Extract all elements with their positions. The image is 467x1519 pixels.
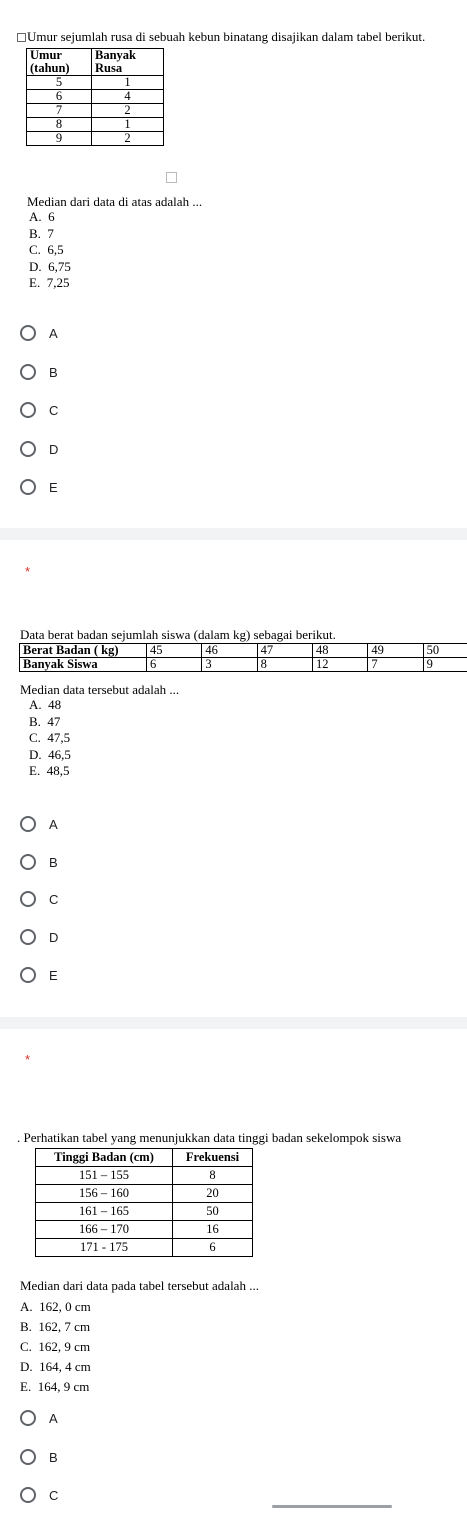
table-row: Banyak Siswa 6 3 8 12 7 9	[20, 658, 467, 672]
radio-option-e[interactable]: E	[20, 477, 58, 497]
radio-option-b[interactable]: B	[20, 1447, 58, 1467]
table-row: 161 – 165 50	[36, 1203, 253, 1221]
radio-circle-icon[interactable]	[20, 325, 36, 341]
table-row: 171 - 175 6	[36, 1239, 253, 1257]
radio-circle-icon[interactable]	[20, 967, 36, 983]
radio-circle-icon[interactable]	[20, 891, 36, 907]
radio-option-a[interactable]: A	[20, 323, 58, 343]
horizontal-scrollbar[interactable]	[272, 1505, 392, 1508]
question-2-stem: Data berat badan sejumlah siswa (dalam kg) sebagai berikut.	[20, 627, 336, 642]
table-row: 7 2	[27, 104, 164, 118]
layout-option-icon	[166, 172, 177, 183]
radio-option-b[interactable]: B	[20, 852, 58, 872]
question-2-options: A. 48 B. 47 C. 47,5 D. 46,5 E. 48,5	[29, 697, 71, 778]
radio-circle-icon[interactable]	[20, 441, 36, 457]
question-3-stem: . Perhatikan tabel yang menunjukkan data tinggi badan sekelompok siswa	[17, 1130, 402, 1145]
radio-option-c[interactable]: C	[20, 889, 58, 909]
radio-circle-icon[interactable]	[20, 1410, 36, 1426]
question-3-options: A. 162, 0 cm B. 162, 7 cm C. 162, 9 cm D. 164, 4 cm E. 164, 9 cm	[20, 1299, 91, 1394]
table-row: 156 – 160 20	[36, 1185, 253, 1203]
table-header-row	[27, 49, 164, 76]
radio-circle-icon[interactable]	[20, 854, 36, 870]
question-1-prompt: Median dari data di atas adalah ...	[27, 194, 203, 209]
radio-circle-icon[interactable]	[20, 816, 36, 832]
table-row: 8 1	[27, 118, 164, 132]
table-header-row: Tinggi Badan (cm) Frekuensi	[36, 1149, 253, 1167]
radio-option-e[interactable]: E	[20, 965, 58, 985]
question-2-prompt: Median data tersebut adalah ...	[20, 682, 180, 697]
question-1-stem: Umur sejumlah rusa di sebuah kebun binatang disajikan dalam tabel berikut.	[27, 29, 426, 44]
radio-option-b[interactable]: B	[20, 362, 58, 382]
table-row: 9 2	[27, 132, 164, 146]
table-header-cell: Umur (tahun)	[27, 49, 92, 76]
required-asterisk: *	[25, 1052, 31, 1067]
table-row: 5 1	[27, 76, 164, 90]
table-move-handle-icon	[17, 33, 26, 42]
table-header-cell: Banyak Rusa	[92, 49, 164, 76]
radio-circle-icon[interactable]	[20, 402, 36, 418]
table-row: 6 4	[27, 90, 164, 104]
radio-circle-icon[interactable]	[20, 929, 36, 945]
required-asterisk: *	[25, 564, 31, 579]
question-2-table	[19, 643, 467, 672]
radio-option-a[interactable]: A	[20, 1408, 58, 1428]
table-row: 151 – 155 8	[36, 1167, 253, 1185]
radio-circle-icon[interactable]	[20, 1449, 36, 1465]
question-separator	[0, 1017, 467, 1029]
question-1-options: A. 6 B. 7 C. 6,5 D. 6,75 E. 7,25	[29, 209, 71, 290]
table-row: Berat Badan ( kg) 45 46 47 48 49 50	[20, 644, 467, 658]
question-3-prompt: Median dari data pada tabel tersebut adalah ...	[20, 1278, 259, 1293]
radio-option-d[interactable]: D	[20, 927, 58, 947]
question-separator	[0, 528, 467, 540]
table-row: 166 – 170 16	[36, 1221, 253, 1239]
question-1-table	[26, 48, 164, 146]
radio-circle-icon[interactable]	[20, 479, 36, 495]
radio-option-d[interactable]: D	[20, 439, 58, 459]
radio-option-c[interactable]: C	[20, 1485, 58, 1505]
radio-circle-icon[interactable]	[20, 364, 36, 380]
radio-option-c[interactable]: C	[20, 400, 58, 420]
radio-circle-icon[interactable]	[20, 1487, 36, 1503]
question-3-table	[35, 1148, 253, 1257]
radio-option-a[interactable]: A	[20, 814, 58, 834]
